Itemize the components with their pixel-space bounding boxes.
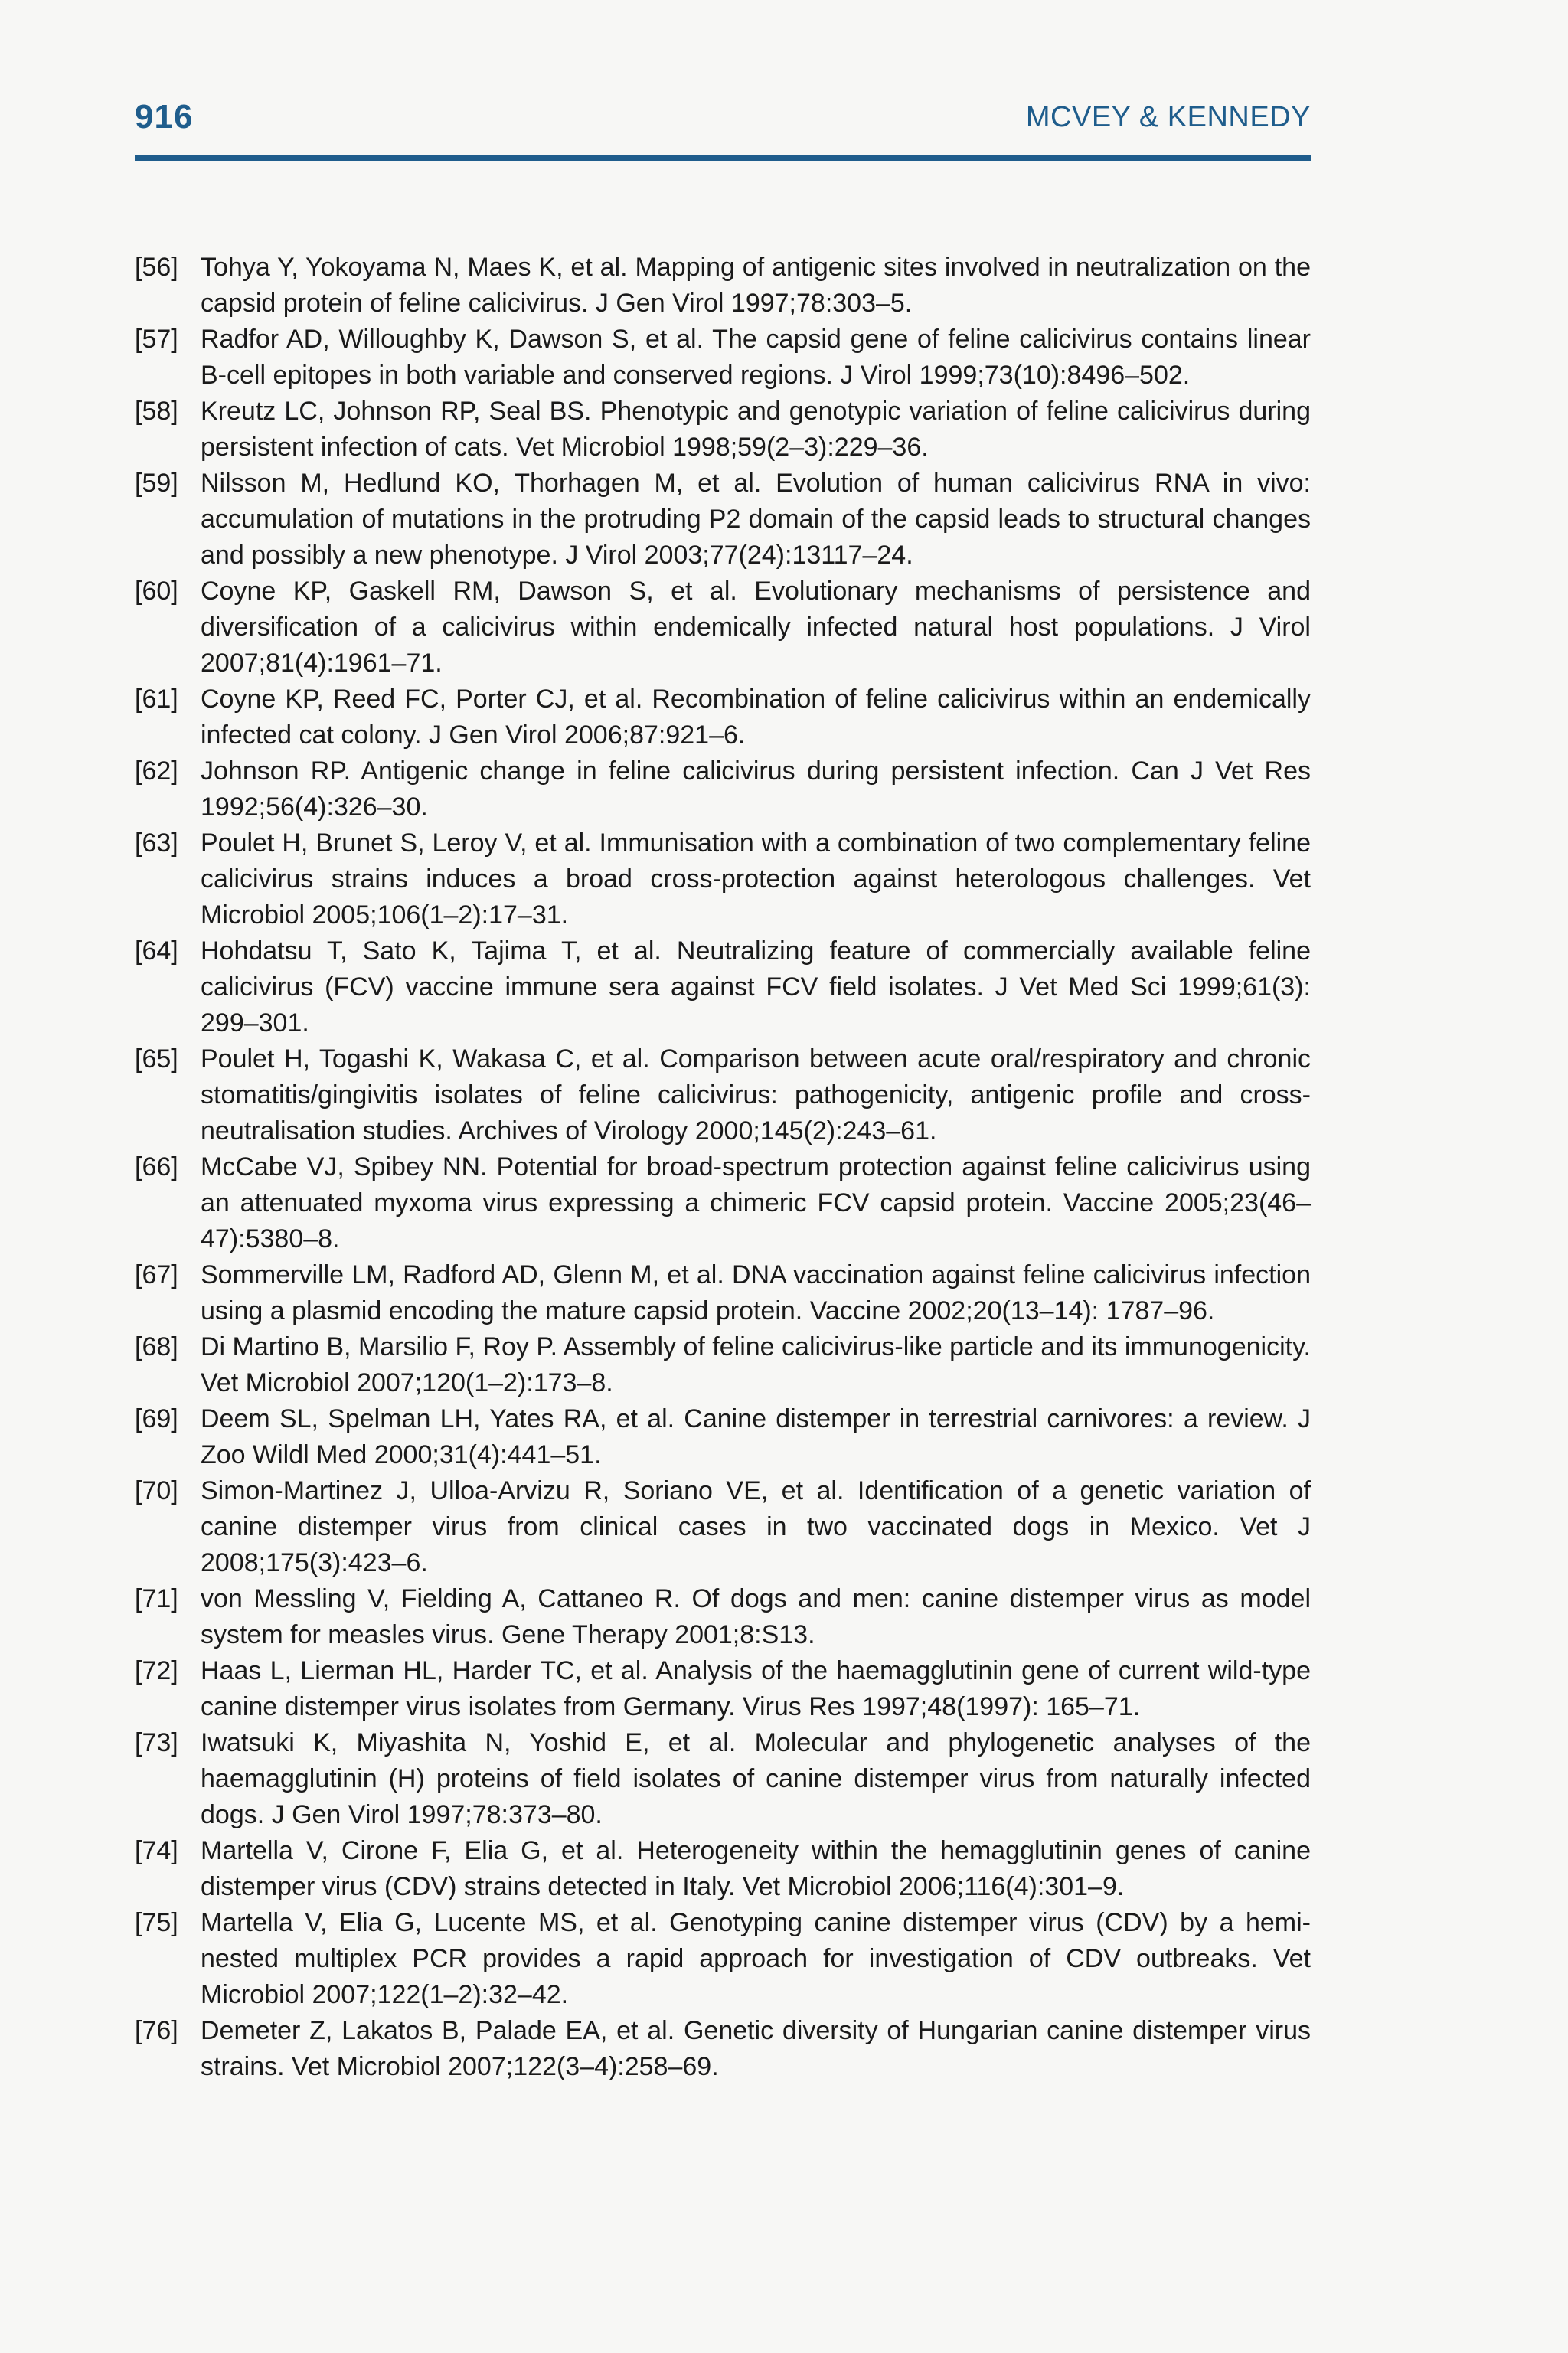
- reference-text: Poulet H, Togashi K, Wakasa C, et al. Comparison between acute oral/respiratory and chronic stomatitis/gingivitis isolates of feline calicivirus: pathogenicity, antigenic profile and cross-neutralisation studies. Archives of Virology 2000;145(2):243–61.: [201, 1044, 1311, 1145]
- reference-number: [60]: [135, 577, 178, 606]
- reference-text: Martella V, Cirone F, Elia G, et al. Heterogeneity within the hemagglutinin genes of canine distemper virus (CDV) strains detected in Italy. Vet Microbiol 2006;116(4):301–9.: [201, 1836, 1311, 1901]
- reference-text: Coyne KP, Gaskell RM, Dawson S, et al. Evolutionary mechanisms of persistence and diversification of a calicivirus within endemically infected natural host populations. J Virol 2007;81(4):1961–71.: [201, 577, 1311, 678]
- reference-item: [135, 1149, 1311, 1257]
- reference-number: [71]: [135, 1584, 178, 1613]
- reference-item: [135, 1473, 1311, 1581]
- reference-text: Nilsson M, Hedlund KO, Thorhagen M, et al. Evolution of human calicivirus RNA in vivo: accumulation of mutations in the protruding P2 domain of the capsid leads to structural changes and possibly a new phenotype. J Virol 2003;77(24):13117–24.: [201, 469, 1311, 570]
- reference-item: [135, 394, 1311, 466]
- reference-text: Poulet H, Brunet S, Leroy V, et al. Immunisation with a combination of two complementary feline calicivirus strains induces a broad cross-protection against heterologous challenges. Vet Microbiol 2005;106(1–2):17–31.: [201, 828, 1311, 930]
- reference-item: [135, 753, 1311, 825]
- reference-item: [135, 1653, 1311, 1725]
- reference-text: Haas L, Lierman HL, Harder TC, et al. Analysis of the haemagglutinin gene of current wild-type canine distemper virus isolates from Germany. Virus Res 1997;48(1997): 165–71.: [201, 1656, 1311, 1721]
- reference-text: Deem SL, Spelman LH, Yates RA, et al. Canine distemper in terrestrial carnivores: a review. J Zoo Wildl Med 2000;31(4):441–51.: [201, 1404, 1311, 1469]
- header-rule: [135, 155, 1311, 161]
- reference-text: Demeter Z, Lakatos B, Palade EA, et al. Genetic diversity of Hungarian canine distemper virus strains. Vet Microbiol 2007;122(3–4):258–69.: [201, 2016, 1311, 2081]
- reference-item: [135, 1833, 1311, 1905]
- reference-number: [72]: [135, 1656, 178, 1685]
- reference-text: von Messling V, Fielding A, Cattaneo R. Of dogs and men: canine distemper virus as model system for measles virus. Gene Therapy 2001;8:S13.: [201, 1584, 1311, 1649]
- reference-number: [73]: [135, 1728, 178, 1757]
- reference-number: [65]: [135, 1044, 178, 1074]
- reference-text: McCabe VJ, Spibey NN. Potential for broad-spectrum protection against feline calicivirus using an attenuated myxoma virus expressing a chimeric FCV capsid protein. Vaccine 2005;23(46–47):5380–8.: [201, 1152, 1311, 1253]
- reference-text: Iwatsuki K, Miyashita N, Yoshid E, et al. Molecular and phylogenetic analyses of the haemagglutinin (H) proteins of field isolates of canine distemper virus from naturally infected dogs. J Gen Virol 1997;78:373–80.: [201, 1728, 1311, 1829]
- reference-item: [135, 250, 1311, 322]
- reference-number: [75]: [135, 1908, 178, 1937]
- reference-number: [70]: [135, 1476, 178, 1505]
- reference-item: [135, 574, 1311, 681]
- reference-item: [135, 1329, 1311, 1401]
- running-title: MCVEY & KENNEDY: [1025, 101, 1311, 133]
- reference-number: [74]: [135, 1836, 178, 1865]
- reference-item: [135, 1401, 1311, 1473]
- reference-text: Di Martino B, Marsilio F, Roy P. Assembly of feline calicivirus-like particle and its immunogenicity. Vet Microbiol 2007;120(1–2):173–8.: [201, 1332, 1311, 1397]
- reference-number: [68]: [135, 1332, 178, 1361]
- reference-text: Martella V, Elia G, Lucente MS, et al. Genotyping canine distemper virus (CDV) by a hemi-nested multiplex PCR provides a rapid approach for investigation of CDV outbreaks. Vet Microbiol 2007;122(1–2):32–42.: [201, 1908, 1311, 2009]
- reference-item: [135, 322, 1311, 394]
- reference-number: [58]: [135, 397, 178, 426]
- reference-number: [63]: [135, 828, 178, 858]
- reference-text: Sommerville LM, Radford AD, Glenn M, et al. DNA vaccination against feline calicivirus infection using a plasmid encoding the mature capsid protein. Vaccine 2002;20(13–14): 1787–96.: [201, 1260, 1311, 1325]
- reference-item: [135, 681, 1311, 753]
- page-number: 916: [135, 98, 194, 136]
- reference-number: [64]: [135, 936, 178, 966]
- running-head: [135, 98, 1311, 144]
- reference-item: [135, 825, 1311, 933]
- reference-item: [135, 466, 1311, 574]
- reference-item: [135, 1041, 1311, 1149]
- reference-number: [76]: [135, 2016, 178, 2045]
- reference-number: [57]: [135, 325, 178, 354]
- reference-list: [135, 250, 1311, 2085]
- reference-number: [61]: [135, 685, 178, 714]
- reference-item: [135, 1725, 1311, 1833]
- reference-number: [59]: [135, 469, 178, 498]
- reference-item: [135, 2013, 1311, 2085]
- reference-text: Radfor AD, Willoughby K, Dawson S, et al. The capsid gene of feline calicivirus contains linear B-cell epitopes in both variable and conserved regions. J Virol 1999;73(10):8496–502.: [201, 325, 1311, 390]
- reference-item: [135, 1581, 1311, 1653]
- reference-item: [135, 1257, 1311, 1329]
- reference-text: Hohdatsu T, Sato K, Tajima T, et al. Neutralizing feature of commercially available feline calicivirus (FCV) vaccine immune sera against FCV field isolates. J Vet Med Sci 1999;61(3): 299–301.: [201, 936, 1311, 1038]
- reference-number: [62]: [135, 757, 178, 786]
- reference-number: [66]: [135, 1152, 178, 1181]
- reference-text: Johnson RP. Antigenic change in feline calicivirus during persistent infection. Can J Vet Res 1992;56(4):326–30.: [201, 757, 1311, 822]
- reference-number: [67]: [135, 1260, 178, 1289]
- reference-item: [135, 1905, 1311, 2013]
- reference-text: Simon-Martinez J, Ulloa-Arvizu R, Soriano VE, et al. Identification of a genetic variation of canine distemper virus from clinical cases in two vaccinated dogs in Mexico. Vet J 2008;175(3):423–6.: [201, 1476, 1311, 1577]
- reference-text: Kreutz LC, Johnson RP, Seal BS. Phenotypic and genotypic variation of feline calicivirus during persistent infection of cats. Vet Microbiol 1998;59(2–3):229–36.: [201, 397, 1311, 462]
- reference-item: [135, 933, 1311, 1041]
- reference-text: Coyne KP, Reed FC, Porter CJ, et al. Recombination of feline calicivirus within an endemically infected cat colony. J Gen Virol 2006;87:921–6.: [201, 685, 1311, 750]
- reference-number: [69]: [135, 1404, 178, 1433]
- reference-text: Tohya Y, Yokoyama N, Maes K, et al. Mapping of antigenic sites involved in neutralization on the capsid protein of feline calicivirus. J Gen Virol 1997;78:303–5.: [201, 253, 1311, 318]
- reference-number: [56]: [135, 253, 178, 282]
